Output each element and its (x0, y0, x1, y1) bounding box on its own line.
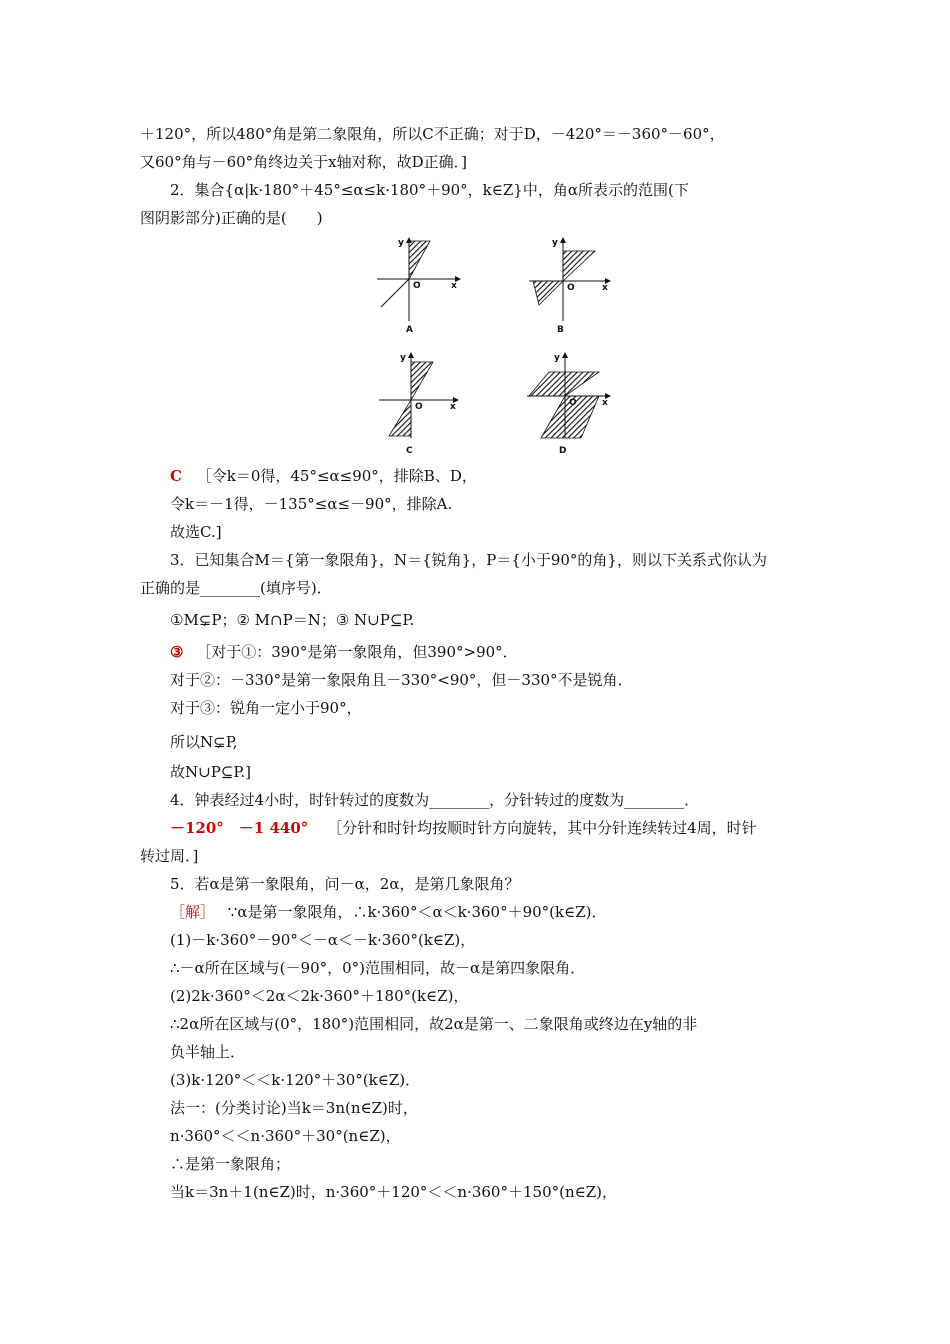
text-line: 又60°角与－60°角终边关于x轴对称，故D正确．] (140, 153, 468, 171)
q3-answer-line (170, 642, 850, 662)
question-4-text: 4．钟表经过4小时，时针转过的度数为________，分针转过的度数为________． (170, 791, 700, 809)
origin-label: O (413, 281, 421, 291)
text-line: 法一：(分类讨论)当k＝3n(n∈Z)时， (170, 1099, 418, 1117)
origin-label: O (569, 398, 577, 408)
y-axis-label: y (552, 238, 558, 248)
q2-answer-text: ［令k＝0得，45°≤α≤90°，排除B、D， (196, 467, 477, 485)
origin-label: O (567, 283, 575, 293)
text-line: 所以N⊊P, (170, 733, 238, 751)
text-line: 图阴影部分)正确的是( ) (140, 209, 323, 227)
text-line: 正确的是________(填序号)． (140, 579, 332, 597)
text-line: 故N∪P⊆P.] (170, 763, 252, 781)
figure-b-label: B (557, 325, 564, 335)
figure-d-label: D (559, 446, 567, 456)
q3-answer-text: ［对于①：390°是第一象限角，但390°>90°． (196, 643, 518, 661)
q2-answer-line (170, 466, 850, 486)
x-axis-label: x (451, 281, 457, 291)
text-line: 故选C.] (170, 523, 222, 541)
solution-tag: ［解］ (170, 903, 216, 921)
x-axis-label: x (602, 283, 608, 293)
q4-answer-text: ［分针和时针均按顺时针方向旋转，其中分针连续转过4周，时针 (327, 819, 757, 837)
y-axis-label: y (398, 238, 404, 248)
text-line: 负半轴上． (170, 1043, 246, 1061)
figure-c-label: C (406, 446, 413, 456)
question-5-text: 5．若α是第一象限角，问－α，2α，是第几象限角？ (170, 875, 520, 893)
text-line: 令k＝－1得，－135°≤α≤－90°，排除A. (170, 495, 453, 513)
text-line: n·360°＜＜n·360°＋30°(n∈Z)， (170, 1127, 401, 1145)
text-line: 对于②：－330°是第一象限角且－330°<90°，但－330°不是锐角． (170, 671, 633, 689)
text-line: (3)k·120°＜＜k·120°＋30°(k∈Z)． (170, 1071, 421, 1089)
figure-a (375, 235, 465, 325)
text-line: 对于③：锐角一定小于90°， (170, 699, 362, 717)
q5-solution-line (170, 902, 850, 922)
text-line: ∴是第一象限角； (170, 1155, 291, 1173)
text-line: (1)－k·360°－90°＜－α＜－k·360°(k∈Z)， (170, 931, 476, 949)
figure-c (375, 350, 465, 440)
text-line: 当k＝3n＋1(n∈Z)时，n·360°＋120°＜＜n·360°＋150°(n∈Z)， (170, 1183, 617, 1201)
q4-answer-line (170, 818, 850, 838)
text-line: ＋120°，所以480°角是第二象限角，所以C不正确；对于D，－420°＝－360°－60°， (140, 125, 725, 143)
question-3-text: 3．已知集合M＝{第一象限角}，N＝{锐角}，P＝{小于90°的角}，则以下关系式你认为 (170, 551, 767, 569)
x-axis-label: x (450, 402, 456, 412)
x-axis-label: x (602, 398, 608, 408)
q4-answer: －120° －1 440° (170, 819, 309, 837)
y-axis-label: y (554, 353, 560, 363)
text-line: (2)2k·360°＜2α＜2k·360°＋180°(k∈Z)， (170, 987, 469, 1005)
question-2-text: 2．集合{α|k·180°＋45°≤α≤k·180°＋90°，k∈Z}中，角α所表示的范围(下 (170, 181, 689, 199)
figure-a-label: A (406, 325, 413, 335)
text-line: 转过周．] (140, 847, 199, 865)
text-line: ∴2α所在区域与(0°，180°)范围相同，故2α是第一、二象限角或终边在y轴的非 (170, 1015, 698, 1033)
text-line: ∴－α所在区域与(－90°，0°)范围相同，故－α是第四象限角． (170, 959, 586, 977)
figure-d (525, 350, 615, 440)
y-axis-label: y (400, 353, 406, 363)
q5-solution-text: ∵α是第一象限角，∴k·360°＜α＜k·360°＋90°(k∈Z)． (227, 903, 607, 921)
text-line: ①M⊊P；② M∩P＝N；③ N∪P⊆P. (170, 611, 415, 629)
figure-b (525, 235, 615, 325)
q3-answer: ③ (170, 643, 184, 661)
q2-answer-choice: C (170, 467, 182, 485)
origin-label: O (415, 402, 423, 412)
